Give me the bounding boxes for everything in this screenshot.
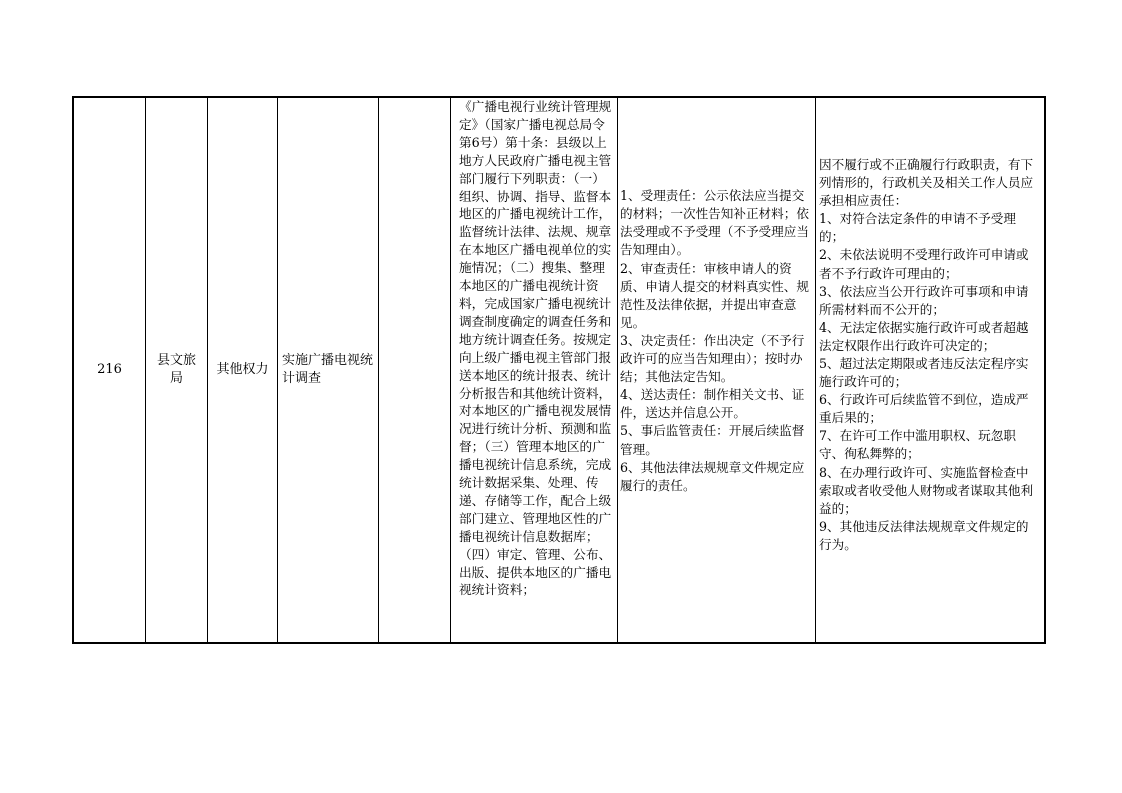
accountability-item: 9、其他违反法律法规规章文件规定的行为。 xyxy=(819,518,1029,552)
item-name: 实施广播电视统计调查 xyxy=(282,353,374,386)
legal-basis-text: 《广播电视行业统计管理规定》（国家广播电视总局令第6号）第十条：县级以上地方人民政府广播电视主管部门履行下列职责：（一）组织、协调、指导、监督本地区的广播电视统计工作，监督统计法律、法规、规章在本地区广播电视单位的实施情况；（二）搜集、整理本地区的广播电视统计资料，完成国家广播电视统计调查制度确定的调查任务和地方统计调查任务。按规定向上级广播电视主管部门报送本地区的统计报表、统计分析报告和其他统计资料，对本地区的广播电视发展情况进行统计分析、预测和监督；（三）管理本地区的广播电视统计信息系统，完成统计数据采集、处理、传递、存储等工作，配合上级部门建立、管理地区性的广播电视统计信息数据库；（四）审定、管理、公布、出版、提供本地区的广播电视统计资料； xyxy=(459,99,612,598)
accountability-item: 4、无法定依据实施行政许可或者超越法定权限作出行政许可决定的； xyxy=(819,319,1029,353)
responsibility-item: 6、其他法律法规规章文件规定应履行的责任。 xyxy=(620,459,805,493)
accountability-cell xyxy=(816,98,1046,642)
accountability-item: 8、在办理行政许可、实施监督检查中索取或者收受他人财物或者谋取其他利益的； xyxy=(819,464,1034,516)
accountability-item: 1、对符合法定条件的申请不予受理的； xyxy=(819,211,1016,245)
item-name-cell xyxy=(278,98,378,642)
power-list-table xyxy=(72,96,1046,644)
responsibility-cell xyxy=(618,98,815,642)
accountability-intro: 因不履行或不正确履行行政职责，有下列情形的，行政机关及相关工作人员应承担相应责任： xyxy=(819,156,1034,209)
responsibility-item: 2、审查责任：审核申请人的资质、申请人提交的材料真实性、规范性及法律依据，并提出审查意见。 xyxy=(620,260,809,330)
responsibility-item: 1、受理责任：公示依法应当提交的材料；一次性告知补正材料；依法受理或不予受理（不予受理应当告知理由）。 xyxy=(620,188,809,258)
row-index-cell xyxy=(74,98,145,642)
power-type: 其他权力 xyxy=(216,362,269,377)
responsibility-item: 5、事后监管责任：开展后续监督管理。 xyxy=(620,423,805,457)
accountability-list xyxy=(819,156,1043,554)
responsibility-item: 4、送达责任：制作相关文书、证件，送达并信息公开。 xyxy=(620,387,805,421)
accountability-item: 5、超过法定期限或者违反法定程序实施行政许可的； xyxy=(819,356,1029,390)
power-type-cell xyxy=(208,98,277,642)
accountability-item: 3、依法应当公开行政许可事项和申请所需材料而不公开的； xyxy=(819,283,1029,317)
department-cell xyxy=(146,98,207,642)
accountability-item: 6、行政许可后续监管不到位，造成严重后果的； xyxy=(819,392,1029,426)
responsibility-list xyxy=(620,187,812,495)
legal-basis-cell xyxy=(451,98,617,642)
responsibility-item: 3、决定责任：作出决定（不予行政许可的应当告知理由）；按时办结；其他法定告知。 xyxy=(620,332,805,385)
accountability-item: 2、未依法说明不受理行政许可申请或者不予行政许可理由的； xyxy=(819,247,1029,281)
department-name: 县文旅局 xyxy=(156,353,196,386)
row-index: 216 xyxy=(97,362,122,377)
sub-item-cell xyxy=(379,98,450,642)
accountability-item: 7、在许可工作中滥用职权、玩忽职守、徇私舞弊的； xyxy=(819,428,1016,462)
